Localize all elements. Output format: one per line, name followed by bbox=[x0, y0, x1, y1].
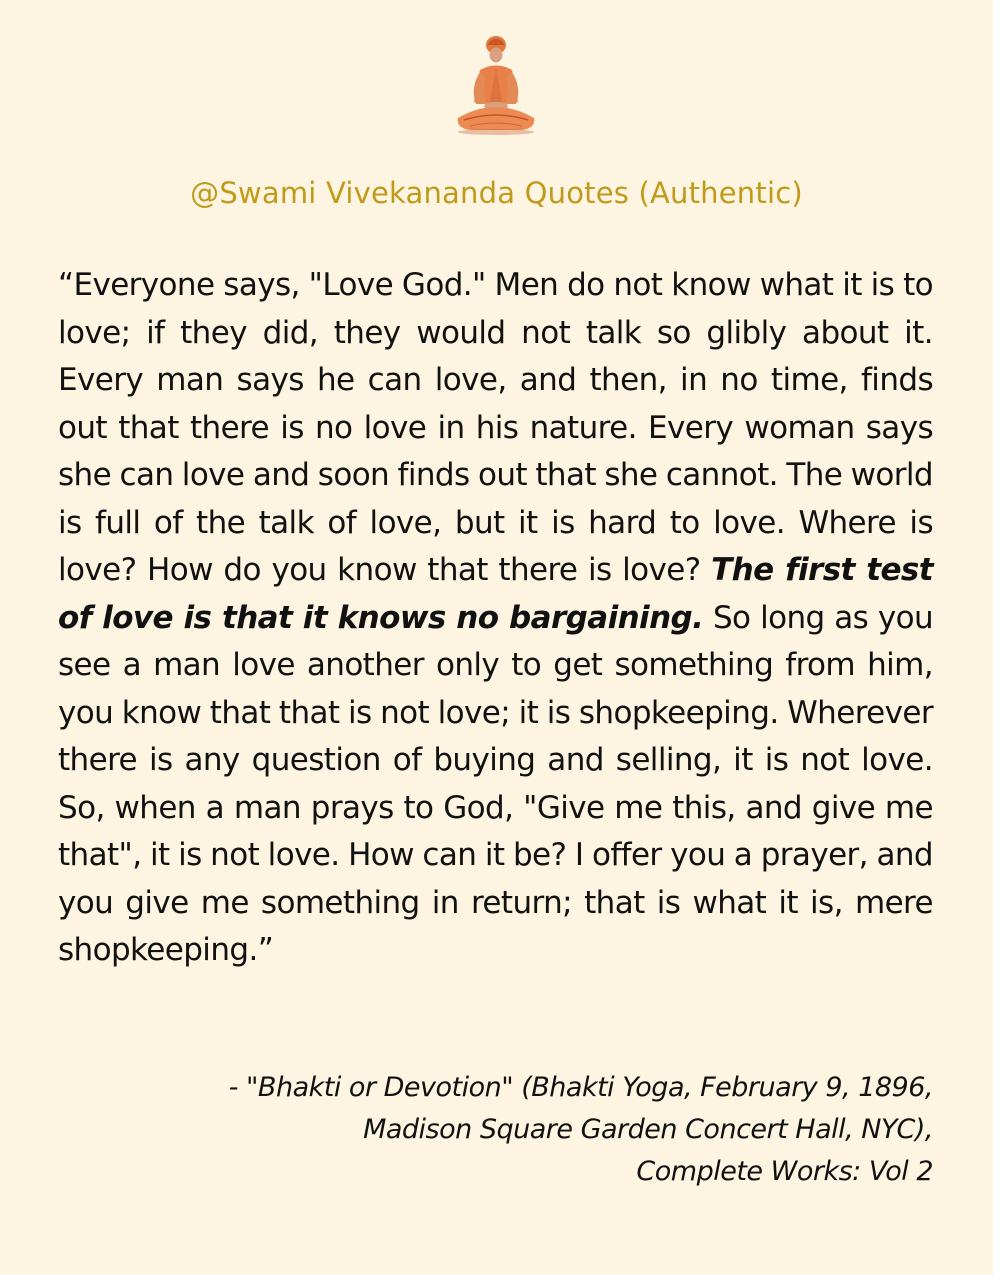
channel-handle: @Swami Vivekananda Quotes (Authentic) bbox=[190, 176, 803, 210]
quote-text bbox=[58, 262, 933, 975]
quote-text-after: So long as you see a man love another only to get something from him, you know that that is not love; it is shopkeeping. Wherever there is any question of buying and selling, it is not love. So, when a man prays to God, "Give me this, and give me that", it is not love. How can it be? I offer you a prayer, and you give me something in return; that is what it is, mere shopkeeping.” bbox=[58, 599, 933, 968]
quote-emphasis: The first test of love is that it knows no bargaining. bbox=[58, 552, 933, 636]
citation bbox=[113, 1067, 933, 1193]
swami-vivekananda-meditating-icon bbox=[450, 28, 542, 136]
citation-line-1: - "Bhakti or Devotion" (Bhakti Yoga, February 9, 1896, bbox=[228, 1072, 933, 1103]
citation-line-3: Complete Works: Vol 2 bbox=[636, 1156, 933, 1187]
citation-line-2: Madison Square Garden Concert Hall, NYC), bbox=[363, 1114, 933, 1145]
quote-text-before: “Everyone says, "Love God." Men do not know what it is to love; if they did, they would not talk so glibly about it. Every man says he can love, and then, in no time, finds out that there is no love in his nature. Every woman says she can love and soon finds out that she cannot. The world is full of the talk of love, but it is hard to love. Where is love? How do you know that there is love? bbox=[58, 267, 933, 588]
